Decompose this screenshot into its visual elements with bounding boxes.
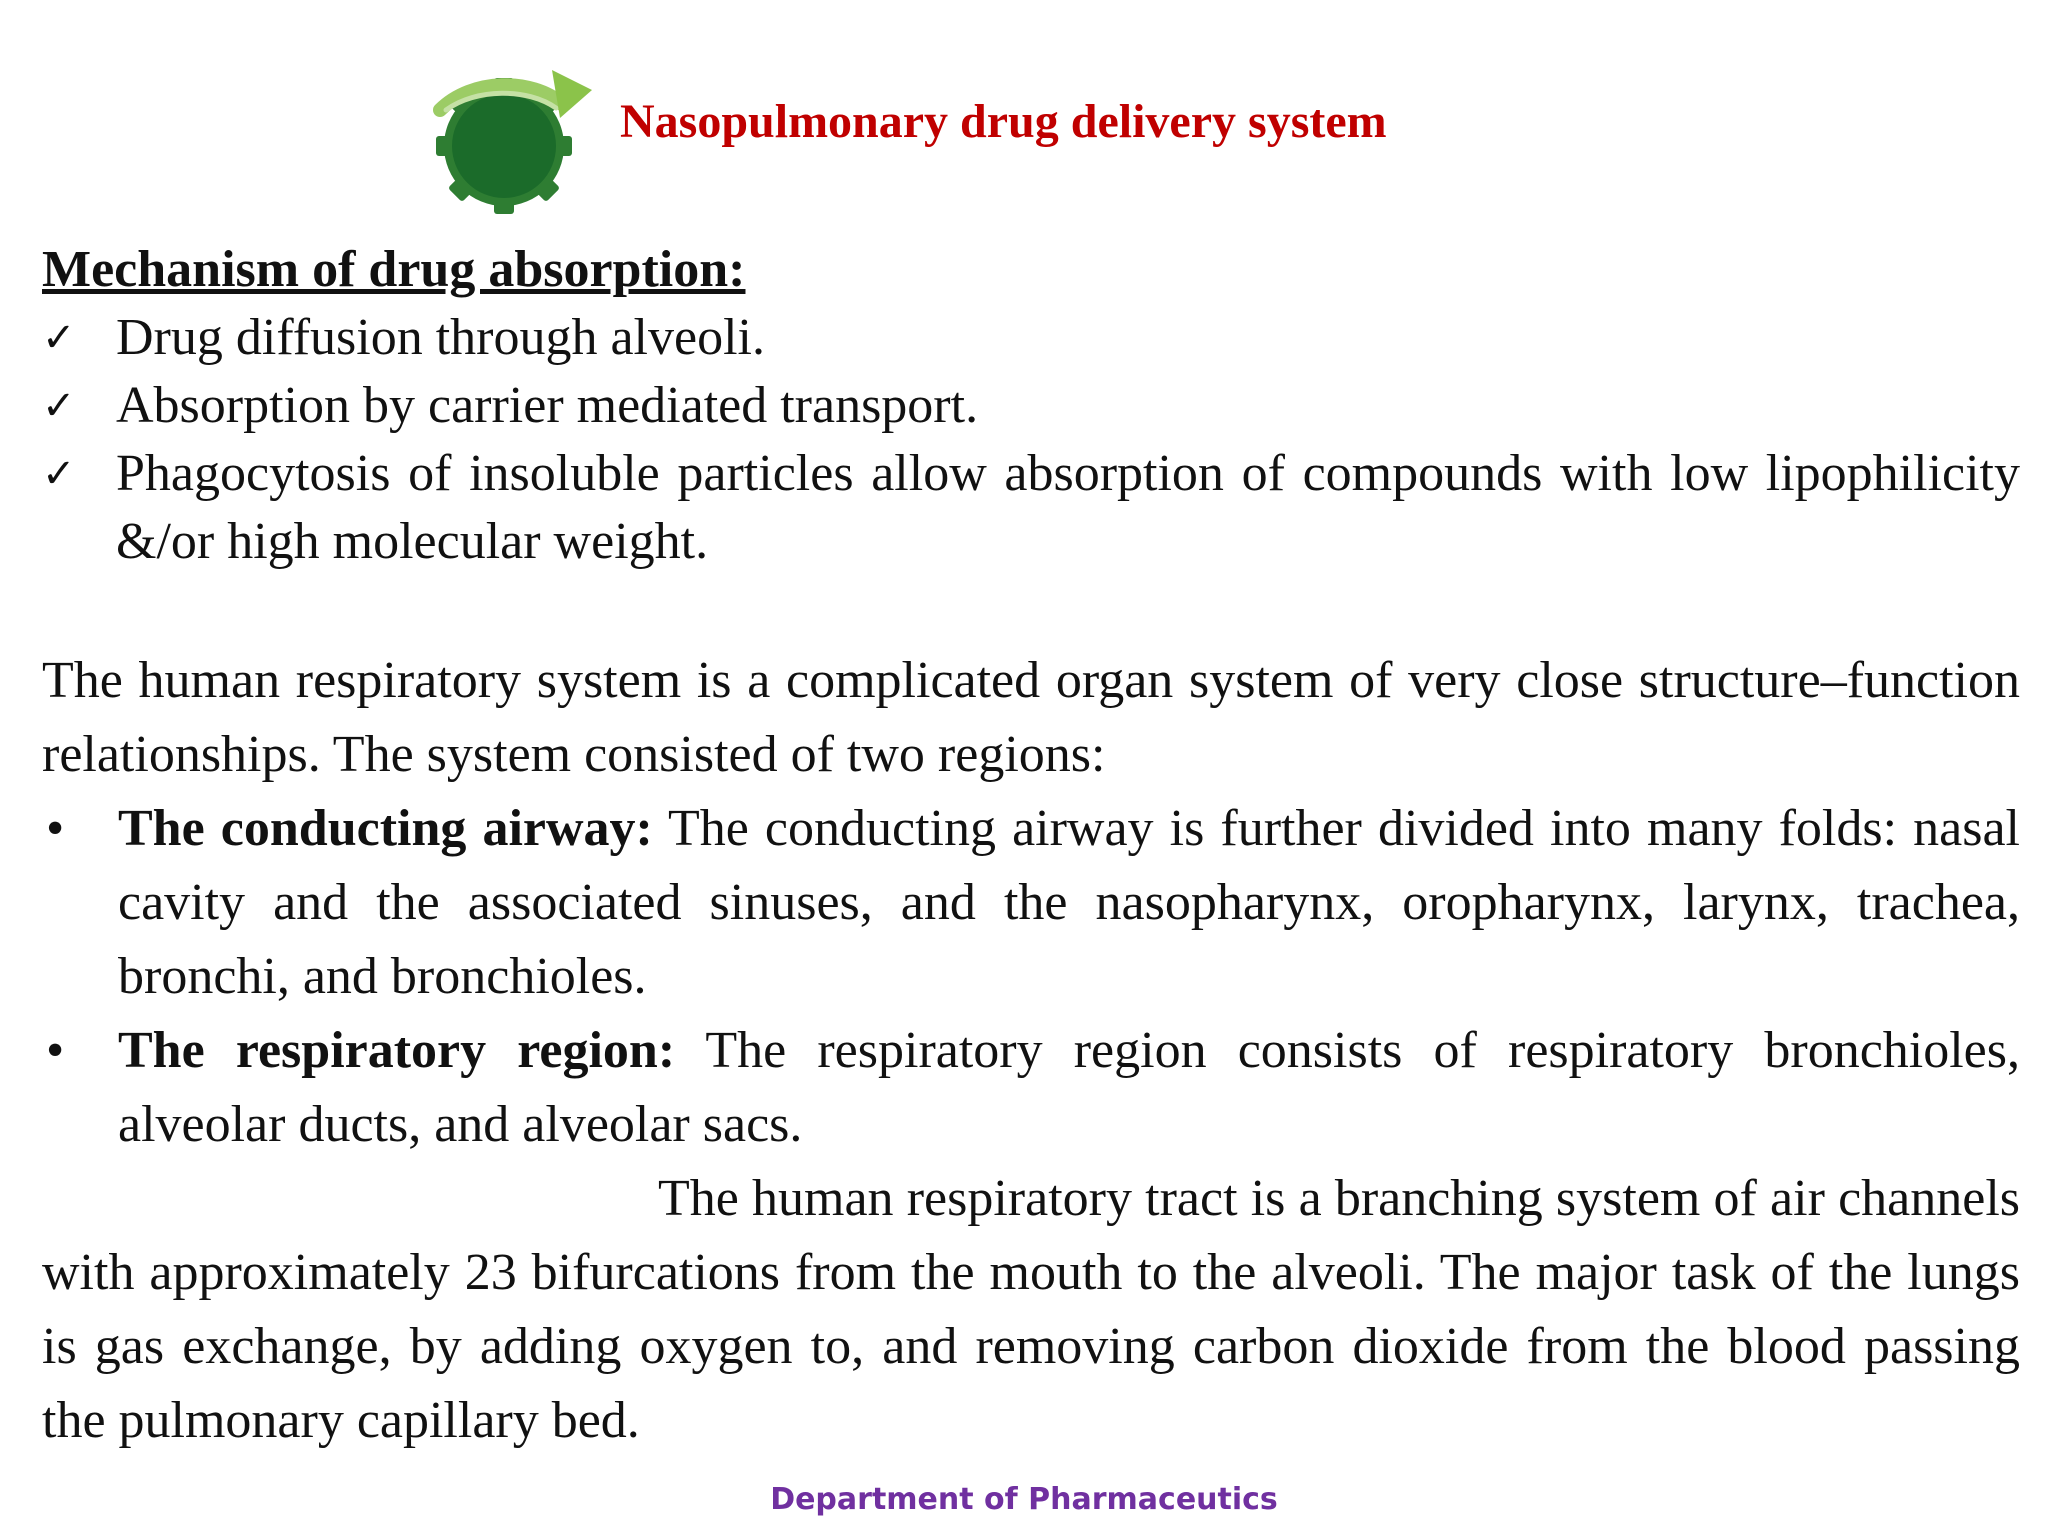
respiratory-intro: The human respiratory system is a complicated organ system of very close structure–function relationships. The system consisted of two regions: [42, 652, 2020, 783]
list-item-text: Phagocytosis of insoluble particles allow absorption of compounds with low lipophilicity &/or high molecular weight. [116, 445, 2020, 570]
bullet-icon: • [46, 1022, 65, 1079]
list-item [42, 792, 2020, 1014]
list-item-text: Drug diffusion through alveoli. [116, 309, 765, 366]
list-item [42, 372, 2020, 440]
slide-body [42, 236, 2020, 1458]
respiratory-closing: The human respiratory tract is a branching system of air channels with approximately 23 bifurcations from the mouth to the alveoli. The major task of the lungs is gas exchange, by adding oxygen to, and removing carbon dioxide from the blood passing the pulmonary capillary bed. [42, 1170, 2020, 1449]
page-title: Nasopulmonary drug delivery system [620, 95, 1387, 148]
list-item [42, 1014, 2020, 1162]
list-item-text: Absorption by carrier mediated transport. [116, 377, 979, 434]
department-logo [432, 48, 602, 218]
checkmark-icon: ✓ [42, 383, 76, 429]
region-list [42, 792, 2020, 1162]
list-item [42, 440, 2020, 576]
gear-with-arrow-logo-icon [432, 48, 602, 218]
bullet-icon: • [46, 800, 65, 857]
region-text: The conducting airway is further divided into many folds: nasal cavity and the associated sinuses, and the nasopharynx, oropharynx, larynx, trachea, bronchi, and bronchioles. [118, 800, 2020, 1005]
region-text: The respiratory region consists of respiratory bronchioles, alveolar ducts, and alveolar sacs. [118, 1022, 2020, 1153]
region-term: The conducting airway: [118, 800, 653, 857]
mechanism-list [42, 304, 2020, 576]
region-term: The respiratory region: [118, 1022, 676, 1079]
checkmark-icon: ✓ [42, 451, 76, 497]
section-spacer [42, 576, 2020, 644]
list-item [42, 304, 2020, 372]
footer-department: Department of Pharmaceutics [770, 1482, 1278, 1517]
checkmark-icon: ✓ [42, 315, 76, 361]
mechanism-heading: Mechanism of drug absorption: [42, 241, 746, 298]
